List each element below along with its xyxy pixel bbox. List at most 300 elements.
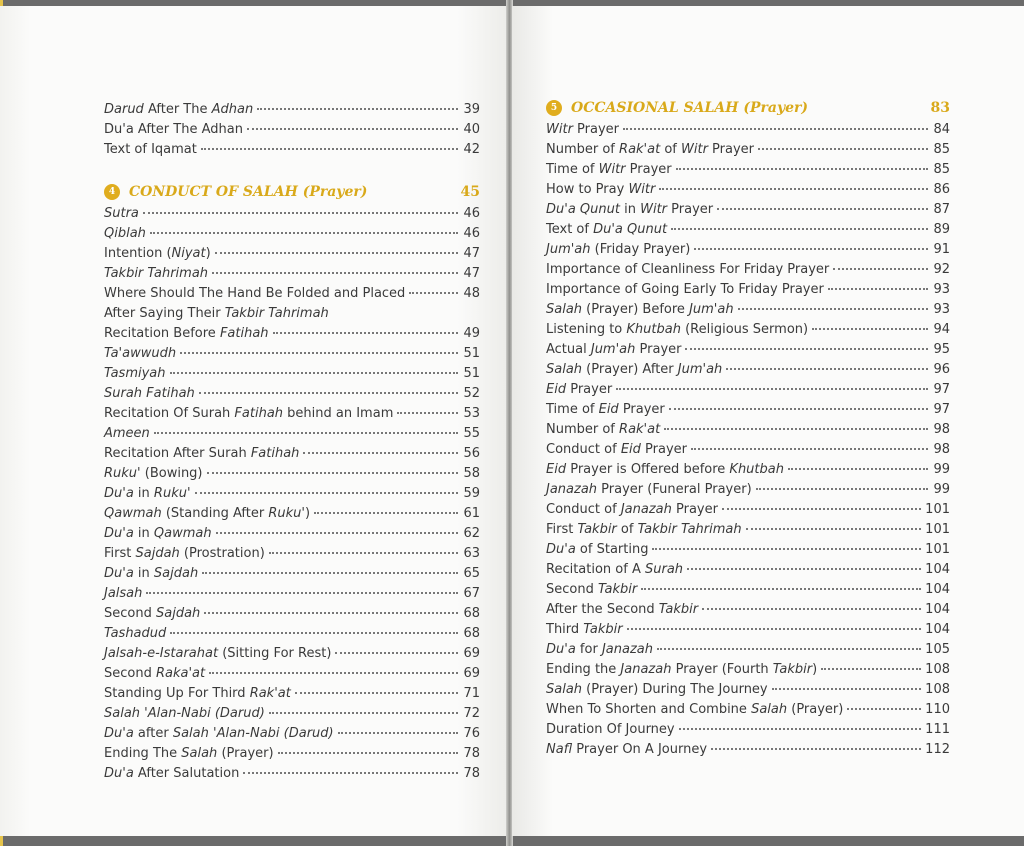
toc-entry-label bbox=[104, 504, 310, 524]
toc-page-number: 52 bbox=[463, 386, 480, 401]
toc-entry-label bbox=[546, 660, 817, 680]
dot-leader bbox=[143, 212, 458, 214]
dot-leader bbox=[659, 188, 928, 190]
label-text: Recitation Before bbox=[104, 326, 220, 341]
toc-page-number: 95 bbox=[933, 342, 950, 357]
toc-page-number: 89 bbox=[933, 222, 950, 237]
toc-page-number: 51 bbox=[463, 346, 480, 361]
label-text: Prayer is Offered before bbox=[566, 462, 730, 477]
toc-entry bbox=[546, 320, 950, 340]
toc-entry bbox=[104, 584, 480, 604]
toc-entry bbox=[546, 440, 950, 460]
toc-entry bbox=[546, 380, 950, 400]
toc-page-number: 51 bbox=[463, 366, 480, 381]
toc-entry-label bbox=[104, 444, 299, 464]
label-text: After Salutation bbox=[133, 766, 240, 781]
italic-term: Du'a bbox=[546, 642, 576, 657]
dot-leader bbox=[314, 512, 458, 514]
label-text: (Standing After bbox=[161, 506, 269, 521]
dot-leader bbox=[207, 472, 458, 474]
label-text: Prayer bbox=[667, 202, 714, 217]
toc-page-number: 63 bbox=[463, 546, 480, 561]
label-text: in bbox=[133, 486, 154, 501]
dot-leader bbox=[295, 692, 458, 694]
italic-term: Eid bbox=[546, 382, 567, 397]
toc-entry-label bbox=[104, 664, 205, 684]
toc-entry bbox=[104, 140, 480, 160]
label-text: (Prayer) After bbox=[582, 362, 678, 377]
toc-entry bbox=[104, 224, 480, 244]
toc-page-number: 105 bbox=[925, 642, 950, 657]
dot-leader bbox=[303, 452, 458, 454]
toc-entry-label bbox=[546, 380, 612, 400]
dot-leader bbox=[216, 532, 458, 534]
toc-entry-label bbox=[546, 540, 648, 560]
toc-entry bbox=[546, 280, 950, 300]
toc-page-number: 98 bbox=[933, 442, 950, 457]
italic-term: Rak'at bbox=[249, 686, 291, 701]
toc-entry bbox=[104, 664, 480, 684]
dot-leader bbox=[397, 412, 458, 414]
label-text: Prayer (Fourth bbox=[671, 662, 773, 677]
toc-entry bbox=[104, 444, 480, 464]
dot-leader bbox=[691, 448, 928, 450]
section-page-number: 45 bbox=[460, 184, 480, 200]
toc-entry-label bbox=[546, 240, 690, 260]
toc-page-number: 46 bbox=[463, 226, 480, 241]
toc-page-number: 49 bbox=[463, 326, 480, 341]
toc-entry bbox=[104, 504, 480, 524]
toc-page-number: 40 bbox=[463, 122, 480, 137]
italic-term: Surah Fatihah bbox=[104, 386, 195, 401]
italic-term: Takbir bbox=[583, 622, 623, 637]
dot-leader bbox=[201, 148, 458, 150]
label-text: (Religious Sermon) bbox=[680, 322, 809, 337]
italic-term: Du'a bbox=[104, 566, 134, 581]
toc-entry-label bbox=[104, 684, 291, 704]
italic-term: Sajdah bbox=[135, 546, 180, 561]
italic-term: Witr bbox=[681, 142, 708, 157]
label-text: ) bbox=[812, 662, 818, 677]
section-heading bbox=[104, 180, 480, 204]
toc-entry bbox=[104, 644, 480, 664]
italic-term: Sutra bbox=[104, 206, 139, 221]
label-text: in bbox=[619, 202, 641, 217]
section-number-badge: 4 bbox=[104, 184, 120, 200]
label-text: Third bbox=[546, 622, 584, 637]
toc-page-number: 65 bbox=[463, 566, 480, 581]
toc-page-number: 42 bbox=[463, 142, 480, 157]
label-text: Recitation of A bbox=[546, 562, 645, 577]
italic-term: Salah bbox=[751, 702, 788, 717]
toc-page-number: 46 bbox=[463, 206, 480, 221]
toc-entry-label bbox=[104, 244, 211, 264]
dot-leader bbox=[335, 652, 458, 654]
toc-page-number: 85 bbox=[933, 142, 950, 157]
toc-page-number: 47 bbox=[463, 246, 480, 261]
toc-entry-label bbox=[546, 580, 637, 600]
dot-leader bbox=[199, 392, 458, 394]
dot-leader bbox=[338, 732, 458, 734]
italic-term: Nafl bbox=[546, 742, 573, 757]
toc-entry bbox=[104, 564, 480, 584]
toc-entry-label bbox=[546, 260, 829, 280]
dot-leader bbox=[833, 268, 928, 270]
dot-leader bbox=[243, 772, 458, 774]
italic-term: Sajdah bbox=[155, 606, 201, 621]
dot-leader bbox=[722, 508, 921, 510]
label-text: after bbox=[133, 726, 173, 741]
toc-entry-label bbox=[546, 340, 681, 360]
italic-term: Takbir bbox=[597, 582, 638, 597]
dot-leader bbox=[726, 368, 928, 370]
italic-term: Khutbah bbox=[626, 322, 681, 337]
italic-term: Jalsah-e-Istarahat bbox=[104, 646, 219, 661]
italic-term: Jum'ah bbox=[689, 302, 734, 317]
toc-page-number: 76 bbox=[463, 726, 480, 741]
label-text: (Prayer) bbox=[787, 702, 844, 717]
italic-term: Niyat bbox=[171, 246, 206, 261]
label-text: Prayer (Funeral Prayer) bbox=[597, 482, 752, 497]
toc-entry-label bbox=[104, 744, 274, 764]
italic-term: Eid bbox=[620, 442, 641, 457]
label-text: Importance of Cleanliness For Friday Prayer bbox=[546, 262, 830, 277]
toc-page-number: 110 bbox=[925, 702, 950, 717]
toc-page-number: 98 bbox=[933, 422, 950, 437]
toc-entry bbox=[546, 480, 950, 500]
dot-leader bbox=[212, 272, 458, 274]
toc-entry-label bbox=[546, 680, 768, 700]
toc-entry-label bbox=[546, 520, 742, 540]
toc-page-number: 112 bbox=[925, 742, 950, 757]
label-text: Prayer bbox=[566, 382, 613, 397]
dot-leader bbox=[195, 492, 458, 494]
toc-page-number: 39 bbox=[463, 102, 480, 117]
toc-entry bbox=[546, 720, 950, 740]
label-text: Text of Iqamat bbox=[104, 142, 197, 157]
dot-leader bbox=[828, 288, 928, 290]
italic-term: Ta'awwudh bbox=[104, 346, 177, 361]
toc-entry-label bbox=[104, 100, 253, 120]
italic-term: Ameen bbox=[104, 426, 150, 441]
toc-entry-label bbox=[104, 484, 191, 504]
toc-entry-label bbox=[546, 480, 752, 500]
toc-page-number: 93 bbox=[933, 282, 950, 297]
dot-leader bbox=[247, 128, 458, 130]
toc-page-number: 55 bbox=[463, 426, 480, 441]
toc-page-number: 104 bbox=[925, 602, 950, 617]
italic-term: Tashadud bbox=[104, 626, 167, 641]
toc-entry-label bbox=[546, 140, 754, 160]
section-page-number: 83 bbox=[930, 100, 950, 116]
dot-leader bbox=[694, 248, 928, 250]
toc-entry bbox=[104, 244, 480, 264]
toc-entry bbox=[104, 724, 480, 744]
toc-entry-label bbox=[104, 724, 334, 744]
toc-entry bbox=[104, 344, 480, 364]
label-text: Recitation Of Surah bbox=[104, 406, 235, 421]
italic-term: Salah bbox=[546, 682, 583, 697]
italic-term: Salah bbox=[546, 302, 583, 317]
toc-entry-label bbox=[104, 284, 405, 304]
dot-leader bbox=[269, 712, 458, 714]
toc-entry bbox=[546, 600, 950, 620]
toc-entry bbox=[104, 324, 480, 344]
section-heading bbox=[546, 96, 950, 120]
dot-leader bbox=[687, 568, 921, 570]
toc-entry bbox=[546, 340, 950, 360]
toc-entry-label bbox=[104, 404, 393, 424]
label-text: Intention ( bbox=[104, 246, 172, 261]
toc-page-number: 91 bbox=[933, 242, 950, 257]
toc-entry bbox=[546, 460, 950, 480]
toc-entry bbox=[546, 640, 950, 660]
toc-entry bbox=[546, 500, 950, 520]
toc-entry-label bbox=[104, 140, 197, 160]
toc-entry bbox=[104, 304, 480, 324]
label-text: Duration Of Journey bbox=[546, 722, 675, 737]
label-text: in bbox=[133, 566, 154, 581]
toc-entry-label bbox=[104, 544, 265, 564]
toc-entry bbox=[104, 764, 480, 784]
dot-leader bbox=[685, 348, 928, 350]
toc-page-number: 84 bbox=[933, 122, 950, 137]
label-text: First bbox=[546, 522, 578, 537]
dot-leader bbox=[758, 148, 928, 150]
label-text: Ending the bbox=[546, 662, 621, 677]
toc-entry bbox=[104, 264, 480, 284]
italic-term: Darud bbox=[104, 102, 144, 117]
label-text: After The bbox=[143, 102, 212, 117]
label-text: Time of bbox=[546, 162, 599, 177]
label-text: After the Second bbox=[546, 602, 659, 617]
toc-entry bbox=[104, 464, 480, 484]
italic-term: Jalsah bbox=[104, 586, 143, 601]
dot-leader bbox=[209, 672, 458, 674]
toc-page-number: 78 bbox=[463, 746, 480, 761]
italic-term: Salah bbox=[546, 362, 583, 377]
right-toc bbox=[546, 96, 950, 760]
toc-entry bbox=[104, 624, 480, 644]
toc-entry bbox=[546, 580, 950, 600]
toc-entry bbox=[546, 300, 950, 320]
label-text: (Prostration) bbox=[179, 546, 265, 561]
dot-leader bbox=[409, 292, 458, 294]
dot-leader bbox=[711, 748, 921, 750]
label-text: Prayer bbox=[671, 502, 718, 517]
italic-term: Takbir Tahrimah bbox=[224, 306, 329, 321]
label-text: (Bowing) bbox=[140, 466, 203, 481]
italic-term: Qiblah bbox=[104, 226, 146, 241]
label-text: Prayer bbox=[707, 142, 755, 157]
toc-page-number: 59 bbox=[463, 486, 480, 501]
toc-page-number: 108 bbox=[925, 682, 950, 697]
right-page bbox=[512, 6, 1024, 836]
dot-leader bbox=[150, 232, 458, 234]
toc-page-number: 62 bbox=[463, 526, 480, 541]
toc-page-number: 61 bbox=[463, 506, 480, 521]
toc-entry bbox=[546, 200, 950, 220]
toc-entry bbox=[546, 400, 950, 420]
dot-leader bbox=[180, 352, 458, 354]
italic-term: Janazah bbox=[620, 662, 672, 677]
toc-entry-label bbox=[104, 524, 212, 544]
toc-page-number: 69 bbox=[463, 646, 480, 661]
toc-entry bbox=[104, 404, 480, 424]
toc-entry bbox=[104, 524, 480, 544]
italic-term: Salah bbox=[181, 746, 218, 761]
label-text: behind an Imam bbox=[283, 406, 394, 421]
toc-page-number: 104 bbox=[925, 562, 950, 577]
toc-entry bbox=[104, 120, 480, 140]
italic-term: Jum'ah bbox=[546, 242, 591, 257]
italic-term: Tasmiyah bbox=[104, 366, 166, 381]
toc-entry-label bbox=[546, 460, 784, 480]
italic-term: Witr bbox=[598, 162, 626, 177]
dot-leader bbox=[717, 208, 928, 210]
toc-entry-label bbox=[546, 320, 808, 340]
toc-entry-label bbox=[546, 180, 655, 200]
label-text: Where Should The Hand Be Folded and Placed bbox=[104, 286, 406, 301]
italic-term: Janazah bbox=[601, 642, 653, 657]
toc-entry-label bbox=[546, 360, 722, 380]
toc-entry bbox=[104, 100, 480, 120]
italic-term: Ruku' bbox=[153, 486, 191, 501]
toc-page-number: 87 bbox=[933, 202, 950, 217]
dot-leader bbox=[664, 428, 928, 430]
italic-term: Takbir bbox=[658, 602, 699, 617]
toc-page-number: 99 bbox=[933, 462, 950, 477]
toc-entry-label bbox=[104, 204, 139, 224]
toc-page-number: 99 bbox=[933, 482, 950, 497]
toc-page-number: 93 bbox=[933, 302, 950, 317]
left-page bbox=[0, 6, 508, 836]
italic-term: Adhan bbox=[211, 102, 254, 117]
toc-entry bbox=[546, 260, 950, 280]
toc-entry bbox=[546, 700, 950, 720]
label-text: Conduct of bbox=[546, 502, 621, 517]
italic-term: Fatihah bbox=[250, 446, 300, 461]
toc-entry-label bbox=[104, 120, 243, 140]
dot-leader bbox=[657, 648, 921, 650]
label-text: Recitation After Surah bbox=[104, 446, 251, 461]
italic-term: Witr bbox=[546, 122, 573, 137]
toc-entry-label bbox=[104, 424, 150, 444]
toc-page-number: 67 bbox=[463, 586, 480, 601]
italic-term: Takbir Tahrimah bbox=[637, 522, 742, 537]
toc-entry-label bbox=[104, 764, 239, 784]
italic-term: Qawmah bbox=[153, 526, 212, 541]
dot-leader bbox=[273, 332, 458, 334]
toc-entry bbox=[104, 424, 480, 444]
label-text: of bbox=[660, 142, 681, 157]
label-text: Time of bbox=[546, 402, 599, 417]
dot-leader bbox=[215, 252, 458, 254]
label-text: of bbox=[616, 522, 638, 537]
toc-entry-label bbox=[104, 604, 200, 624]
toc-entry-label bbox=[546, 700, 843, 720]
italic-term: Raka'at bbox=[155, 666, 206, 681]
label-text: Actual bbox=[546, 342, 591, 357]
italic-term: Rak'at bbox=[619, 422, 661, 437]
toc-entry-label bbox=[104, 344, 176, 364]
label-text: Importance of Going Early To Friday Prayer bbox=[546, 282, 824, 297]
italic-term: Witr bbox=[640, 202, 668, 217]
label-text: Prayer bbox=[625, 162, 672, 177]
dot-leader bbox=[278, 752, 458, 754]
toc-entry bbox=[546, 680, 950, 700]
label-text: Second bbox=[104, 606, 156, 621]
toc-entry bbox=[104, 704, 480, 724]
dot-leader bbox=[669, 408, 928, 410]
label-text: Second bbox=[546, 582, 598, 597]
toc-entry-label bbox=[104, 644, 331, 664]
italic-term: Takbir bbox=[577, 522, 617, 537]
toc-entry-label bbox=[546, 220, 667, 240]
toc-entry-label bbox=[104, 704, 265, 724]
label-text: Prayer bbox=[572, 122, 620, 137]
italic-term: Eid bbox=[546, 462, 567, 477]
toc-page-number: 101 bbox=[925, 502, 950, 517]
label-text: (Friday Prayer) bbox=[590, 242, 691, 257]
dot-leader bbox=[204, 612, 458, 614]
dot-leader bbox=[202, 572, 458, 574]
toc-entry-label bbox=[546, 500, 718, 520]
label-text: Prayer bbox=[635, 342, 682, 357]
toc-entry-label bbox=[546, 600, 698, 620]
toc-entry-label bbox=[104, 324, 269, 344]
italic-term: Du'a bbox=[104, 766, 134, 781]
italic-term: Jum'ah bbox=[677, 362, 723, 377]
italic-term: Jum'ah bbox=[590, 342, 636, 357]
section-number-badge: 5 bbox=[546, 100, 562, 116]
label-text: Prayer bbox=[640, 442, 687, 457]
italic-term: Du'a bbox=[104, 526, 134, 541]
label-text: in bbox=[133, 526, 154, 541]
dot-leader bbox=[676, 168, 928, 170]
toc-page-number: 108 bbox=[925, 662, 950, 677]
toc-page-number: 97 bbox=[933, 382, 950, 397]
section-title: CONDUCT OF SALAH (Prayer) bbox=[129, 184, 368, 200]
section-title: OCCASIONAL SALAH (Prayer) bbox=[571, 100, 808, 116]
dot-leader bbox=[788, 468, 928, 470]
toc-entry-label bbox=[546, 120, 619, 140]
toc-page-number: 56 bbox=[463, 446, 480, 461]
toc-entry bbox=[104, 744, 480, 764]
toc-entry bbox=[546, 520, 950, 540]
toc-entry bbox=[546, 160, 950, 180]
italic-term: Eid bbox=[598, 402, 619, 417]
italic-term: Ruku' bbox=[104, 466, 141, 481]
toc-entry bbox=[104, 204, 480, 224]
italic-term: Sajdah bbox=[153, 566, 199, 581]
toc-entry bbox=[546, 660, 950, 680]
toc-entry bbox=[104, 684, 480, 704]
italic-term: Du'a Qunut bbox=[546, 202, 620, 217]
toc-entry-label bbox=[104, 364, 166, 384]
toc-page-number: 53 bbox=[463, 406, 480, 421]
label-text: Number of bbox=[546, 142, 620, 157]
italic-term: Janazah bbox=[546, 482, 598, 497]
toc-entry-label bbox=[546, 420, 660, 440]
left-toc bbox=[104, 100, 480, 784]
toc-entry-label bbox=[104, 304, 329, 324]
dot-leader bbox=[671, 228, 928, 230]
toc-page-number: 47 bbox=[463, 266, 480, 281]
dot-leader bbox=[257, 108, 458, 110]
italic-term: Du'a bbox=[104, 726, 134, 741]
toc-page-number: 78 bbox=[463, 766, 480, 781]
